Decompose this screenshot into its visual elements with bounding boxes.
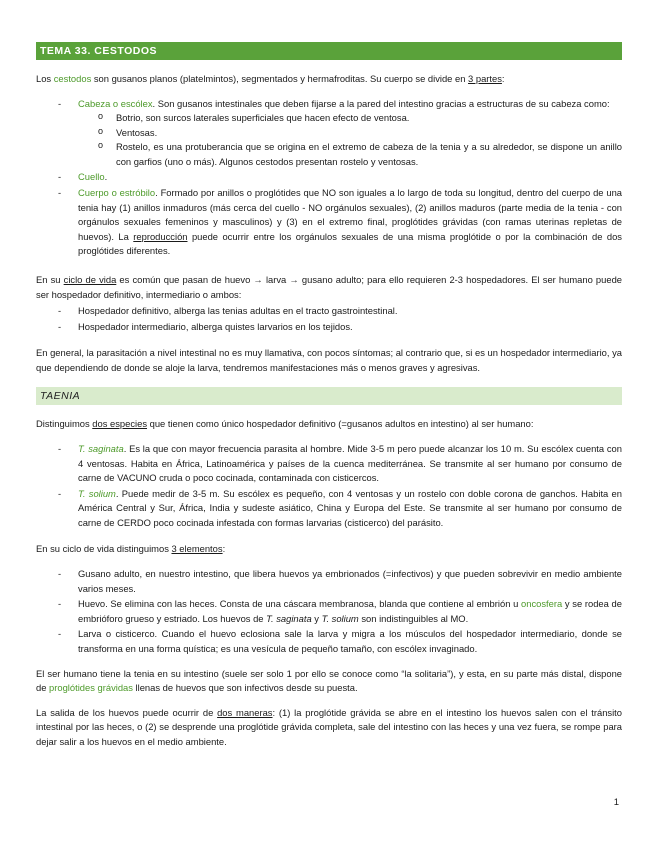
sub-item: o Rostelo, es una protuberancia que se origina en el extremo de cabeza de la tenia y a su alrededor, se dispone un anillo con garfios (uno o más). Algunos cestodos presentan rostelo y ventosas. — [78, 140, 622, 169]
term-3-elementos: 3 elementos — [171, 543, 223, 555]
intro-paragraph — [36, 72, 622, 87]
text: En su — [36, 273, 64, 285]
text: . — [104, 171, 108, 183]
elements-paragraph — [36, 542, 622, 557]
text: que tienen como único hospedador definitivo (=gusanos adultos en intestino) al ser humano: — [147, 418, 534, 430]
list-item — [36, 597, 622, 626]
page-number: 1 — [613, 797, 619, 808]
text: : (1) la proglótide grávida se abre en el intestino los huevos salen con el tránsito intestinal por las heces, o (2) se desprende una proglótide grávida completa, sale del intestino con las heces y una vez fuera, se rompe para dejar salir a los huevos en el medio ambiente. — [36, 706, 622, 747]
section-title: TEMA 33. CESTODOS — [36, 42, 622, 60]
text: . Es la que con mayor frecuencia parasita al hombre. Mide 3-5 m pero puede alcanzar los 10 m. Su escólex cuenta con 4 ventosas. Habita en África, Latinoamérica y países de la cuenca mediterránea. Se transmite al ser humano por consumo de carne de VACUNO cruda o poco cocinada, contaminada con cisticercos. — [78, 442, 622, 484]
list-item: - Larva o cisticerco. Cuando el huevo eclosiona sale la larva y migra a los músculos del hospedador intermediario, donde se transforma en una forma quística; es una vesícula de pequeño tamaño, con escólex invaginado. — [36, 627, 622, 656]
text: El ser humano tiene la tenia en su intestino (suele ser solo 1 por ello se conoce como “la solitaria”), y esta, en su parte más distal, dispone de — [36, 667, 622, 694]
sub-item: o Botrio, son surcos laterales superficiales que hacen efecto de ventosa. — [78, 111, 622, 126]
list-item — [36, 487, 622, 531]
text: son indistinguibles al MO. — [358, 612, 469, 624]
species-paragraph — [36, 417, 622, 432]
term-cabeza: Cabeza o escólex — [78, 97, 153, 109]
document-page — [36, 42, 622, 759]
text: En su ciclo de vida distinguimos — [36, 543, 172, 555]
term-dos-maneras: dos maneras — [217, 706, 273, 718]
text: . Puede medir de 3-5 m. Su escólex es pequeño, con 4 ventosas y un rostelo con doble corona de ganchos. Habita en América Central y Sur, África, India y sudeste asiático, China y Europa del Este. Se transmite al ser humano por consumo de carne de CERDO poco cocinada infestada con formas larvarias (cisticerco) del parásito. — [78, 487, 622, 528]
term-oncosfera: oncosfera — [521, 598, 563, 610]
list-item — [36, 97, 622, 170]
sub-item: o Ventosas. — [78, 126, 622, 141]
solitaria-paragraph — [36, 667, 622, 696]
list-item — [36, 442, 622, 486]
text: Distinguimos — [36, 418, 93, 430]
subsection-title: TAENIA — [36, 387, 622, 405]
text: : — [501, 73, 505, 84]
list-item — [36, 186, 622, 259]
host-list — [36, 304, 622, 334]
term-cestodos: cestodos — [53, 73, 92, 84]
elements-list — [36, 567, 622, 656]
list-item: - Gusano adulto, en nuestro intestino, que libera huevos ya embrionados (=infectivos) y que pueden sobrevivir en medio ambiente varios meses. — [36, 567, 622, 596]
term-t-saginata: T. saginata — [266, 612, 312, 624]
term-reproduccion: reproducción — [133, 230, 188, 242]
text: son gusanos planos (platelmintos), segmentados y hermafroditas. Su cuerpo se divide en — [91, 73, 469, 84]
text: es común que pasan de huevo → larva → gusano adulto; para ello requieren 2-3 hospedadores. El ser humano puede ser hospedador definitivo, intermediario o ambos: — [36, 273, 622, 300]
text: : — [222, 543, 226, 555]
sub-list — [78, 111, 622, 169]
text: y — [311, 612, 322, 624]
text: Los — [36, 73, 54, 84]
term-cuello: Cuello — [78, 171, 105, 183]
list-item: - Hospedador definitivo, alberga las tenias adultas en el tracto gastrointestinal. — [36, 304, 622, 319]
text: llenas de huevos que son infectivos desde su puesta. — [132, 682, 358, 694]
term-proglotides-gravidas: proglótides grávidas — [49, 682, 133, 694]
text: La salida de los huevos puede ocurrir de — [36, 706, 218, 718]
parts-list — [36, 97, 622, 259]
cycle-paragraph — [36, 273, 622, 302]
text: Huevo. Se elimina con las heces. Consta de una cáscara membranosa, blanda que contiene al embrión u — [78, 598, 522, 610]
text: . Formado por anillos o proglótides que NO son iguales a lo largo de toda su longitud, dentro del cuerpo de una tenia hay (1) anillos inmaduros (más cerca del cuello - NO orgánulos sexuales), (2) anillos maduros (parte media de la tenia - con orgánulos sexuales femeninos y masculinos) y (3) en el extremo final, proglótides grávidas (con ramas uterinas repletas de huevos). La — [78, 187, 623, 242]
list-item — [36, 170, 622, 185]
term-t-saginata: T. saginata — [78, 442, 124, 454]
text: puede ocurrir entre los orgánulos sexuales de una misma proglótide o por la combinación de dos proglótides diferentes. — [78, 230, 622, 257]
term-3-partes: 3 partes — [468, 73, 502, 84]
term-cuerpo: Cuerpo o estróbilo — [78, 187, 156, 199]
exit-paragraph — [36, 706, 622, 750]
text: . Son gusanos intestinales que deben fijarse a la pared del intestino gracias a estructuras de su cabeza como: — [152, 97, 610, 109]
term-dos-especies: dos especies — [92, 418, 148, 430]
general-paragraph: En general, la parasitación a nivel intestinal no es muy llamativa, con pocos síntomas; al contrario que, si es un hospedador intermediario, ya que dependiendo de donde se aloje la larva, tendremos manifestaciones más o menos graves y agresivas. — [36, 347, 622, 373]
term-t-solium: T. solium — [321, 612, 359, 624]
list-item: - Hospedador intermediario, alberga quistes larvarios en los tejidos. — [36, 320, 622, 335]
term-t-solium: T. solium — [78, 487, 116, 499]
text: y se rodea de embrióforo grueso y estriado. Los huevos de — [78, 598, 622, 624]
term-ciclo-de-vida: ciclo de vida — [63, 273, 117, 285]
species-list — [36, 442, 622, 530]
